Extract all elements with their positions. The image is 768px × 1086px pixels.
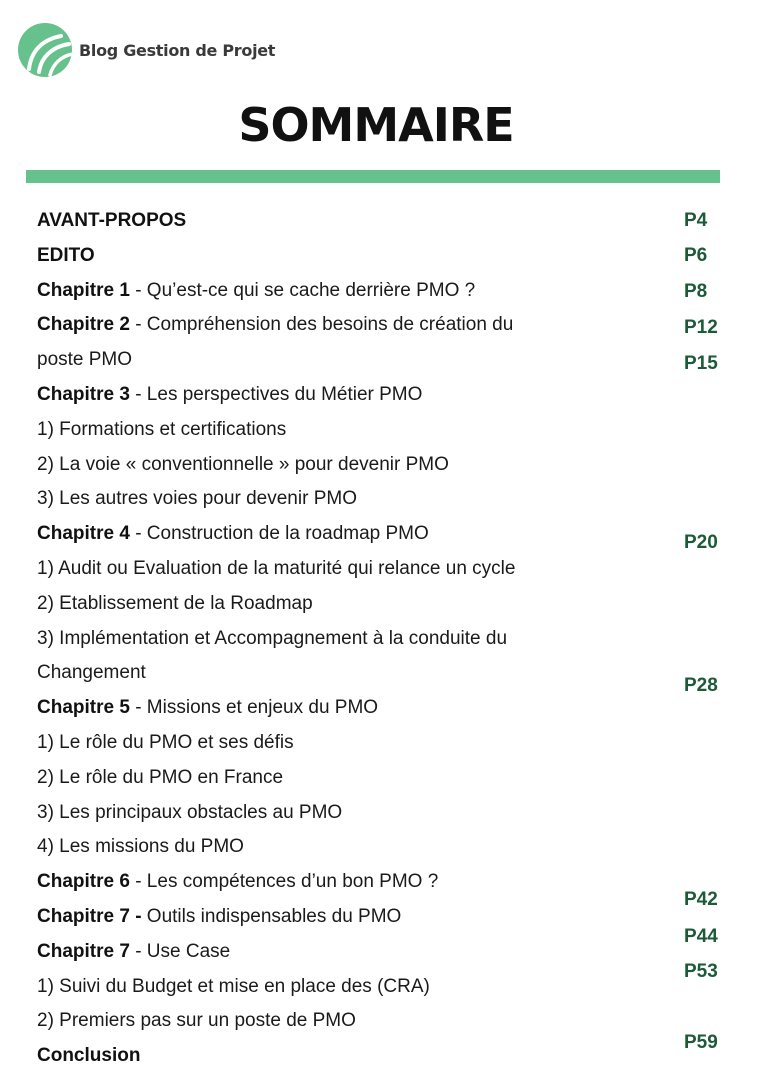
page-number: P53: [684, 961, 718, 982]
toc-line: [37, 691, 515, 726]
toc-line: [37, 239, 515, 274]
toc-text: Outils indispensables du PMO: [141, 905, 402, 927]
toc-heading: Chapitre 1: [37, 279, 130, 301]
toc-text: 2) Premiers pas sur un poste de PMO: [37, 1010, 356, 1032]
toc-text: - Les perspectives du Métier PMO: [129, 383, 423, 405]
toc-text: - Missions et enjeux du PMO: [129, 697, 379, 719]
page-number: P59: [684, 1032, 718, 1053]
toc-line: [37, 482, 515, 517]
logo-text: Blog Gestion de Projet: [79, 40, 276, 60]
toc-line: [37, 587, 515, 622]
toc-text: 3) Les autres voies pour devenir PMO: [37, 488, 357, 510]
toc-line: [37, 517, 515, 552]
toc-heading: EDITO: [37, 244, 95, 266]
toc-heading: Chapitre 5: [37, 697, 130, 719]
toc-text: 1) Audit ou Evaluation de la maturité qui relance un cycle: [37, 557, 516, 579]
toc-heading: Chapitre 6: [37, 871, 130, 893]
page-number: P12: [684, 317, 718, 338]
page-number: P8: [684, 281, 708, 302]
toc-text: - Construction de la roadmap PMO: [129, 523, 429, 545]
toc-text: poste PMO: [37, 349, 133, 371]
toc-line: [37, 726, 515, 761]
toc-line: [37, 448, 515, 483]
toc-line: [37, 274, 515, 309]
toc-line: [37, 622, 515, 657]
toc-heading: Chapitre 7: [37, 940, 130, 962]
toc-text: 2) Le rôle du PMO en France: [37, 766, 284, 788]
toc-list: [37, 204, 515, 1074]
toc-line: [37, 830, 515, 865]
toc-heading: Chapitre 2: [37, 314, 130, 336]
page-number: P28: [684, 675, 718, 696]
toc-text: - Qu’est-ce qui se cache derrière PMO ?: [129, 279, 476, 301]
toc-text: 2) Etablissement de la Roadmap: [37, 592, 313, 614]
toc-heading: AVANT-PROPOS: [37, 210, 187, 231]
toc-line: [37, 1004, 515, 1039]
toc-line: [37, 204, 515, 239]
toc-text: 4) Les missions du PMO: [37, 836, 244, 858]
toc-text: - Use Case: [129, 940, 231, 962]
toc-line: [37, 970, 515, 1005]
toc-line: [37, 413, 515, 448]
toc-line: [37, 761, 515, 796]
toc-text: 1) Suivi du Budget et mise en place des (CRA): [37, 975, 430, 997]
page-number: P15: [684, 353, 718, 374]
toc-line: [37, 378, 515, 413]
toc-text: 1) Le rôle du PMO et ses défis: [37, 731, 294, 753]
page-number: P42: [684, 889, 718, 910]
toc-line: [37, 1039, 515, 1074]
page-number: P44: [684, 926, 718, 947]
toc-line: [37, 900, 515, 935]
toc-text: - Compréhension des besoins de création du: [129, 314, 514, 336]
toc-line: [37, 343, 515, 378]
toc-text: - Les compétences d’un bon PMO ?: [129, 871, 439, 893]
toc-line: [37, 935, 515, 970]
toc-line: [37, 308, 515, 343]
toc-line: [37, 865, 515, 900]
toc-line: [37, 796, 515, 831]
toc-heading: Conclusion: [37, 1045, 141, 1067]
page-title: SOMMAIRE: [238, 98, 514, 152]
page-number: P20: [684, 532, 718, 553]
toc-heading: Chapitre 4: [37, 523, 130, 545]
toc-text: 1) Formations et certifications: [37, 418, 287, 440]
toc-heading: Chapitre 7 -: [37, 905, 142, 927]
page-number: P6: [684, 245, 708, 266]
toc-heading: Chapitre 3: [37, 383, 130, 405]
title-divider: [26, 170, 720, 183]
logo: [17, 22, 275, 78]
toc-line: [37, 656, 515, 691]
leaf-logo-icon: [17, 22, 77, 78]
toc-line: [37, 552, 515, 587]
toc-text: 3) Les principaux obstacles au PMO: [37, 801, 343, 823]
toc-text: Changement: [37, 662, 146, 684]
toc-text: 3) Implémentation et Accompagnement à la conduite du: [37, 627, 508, 649]
page-number: P4: [684, 210, 708, 231]
toc-text: 2) La voie « conventionnelle » pour devenir PMO: [37, 453, 449, 475]
